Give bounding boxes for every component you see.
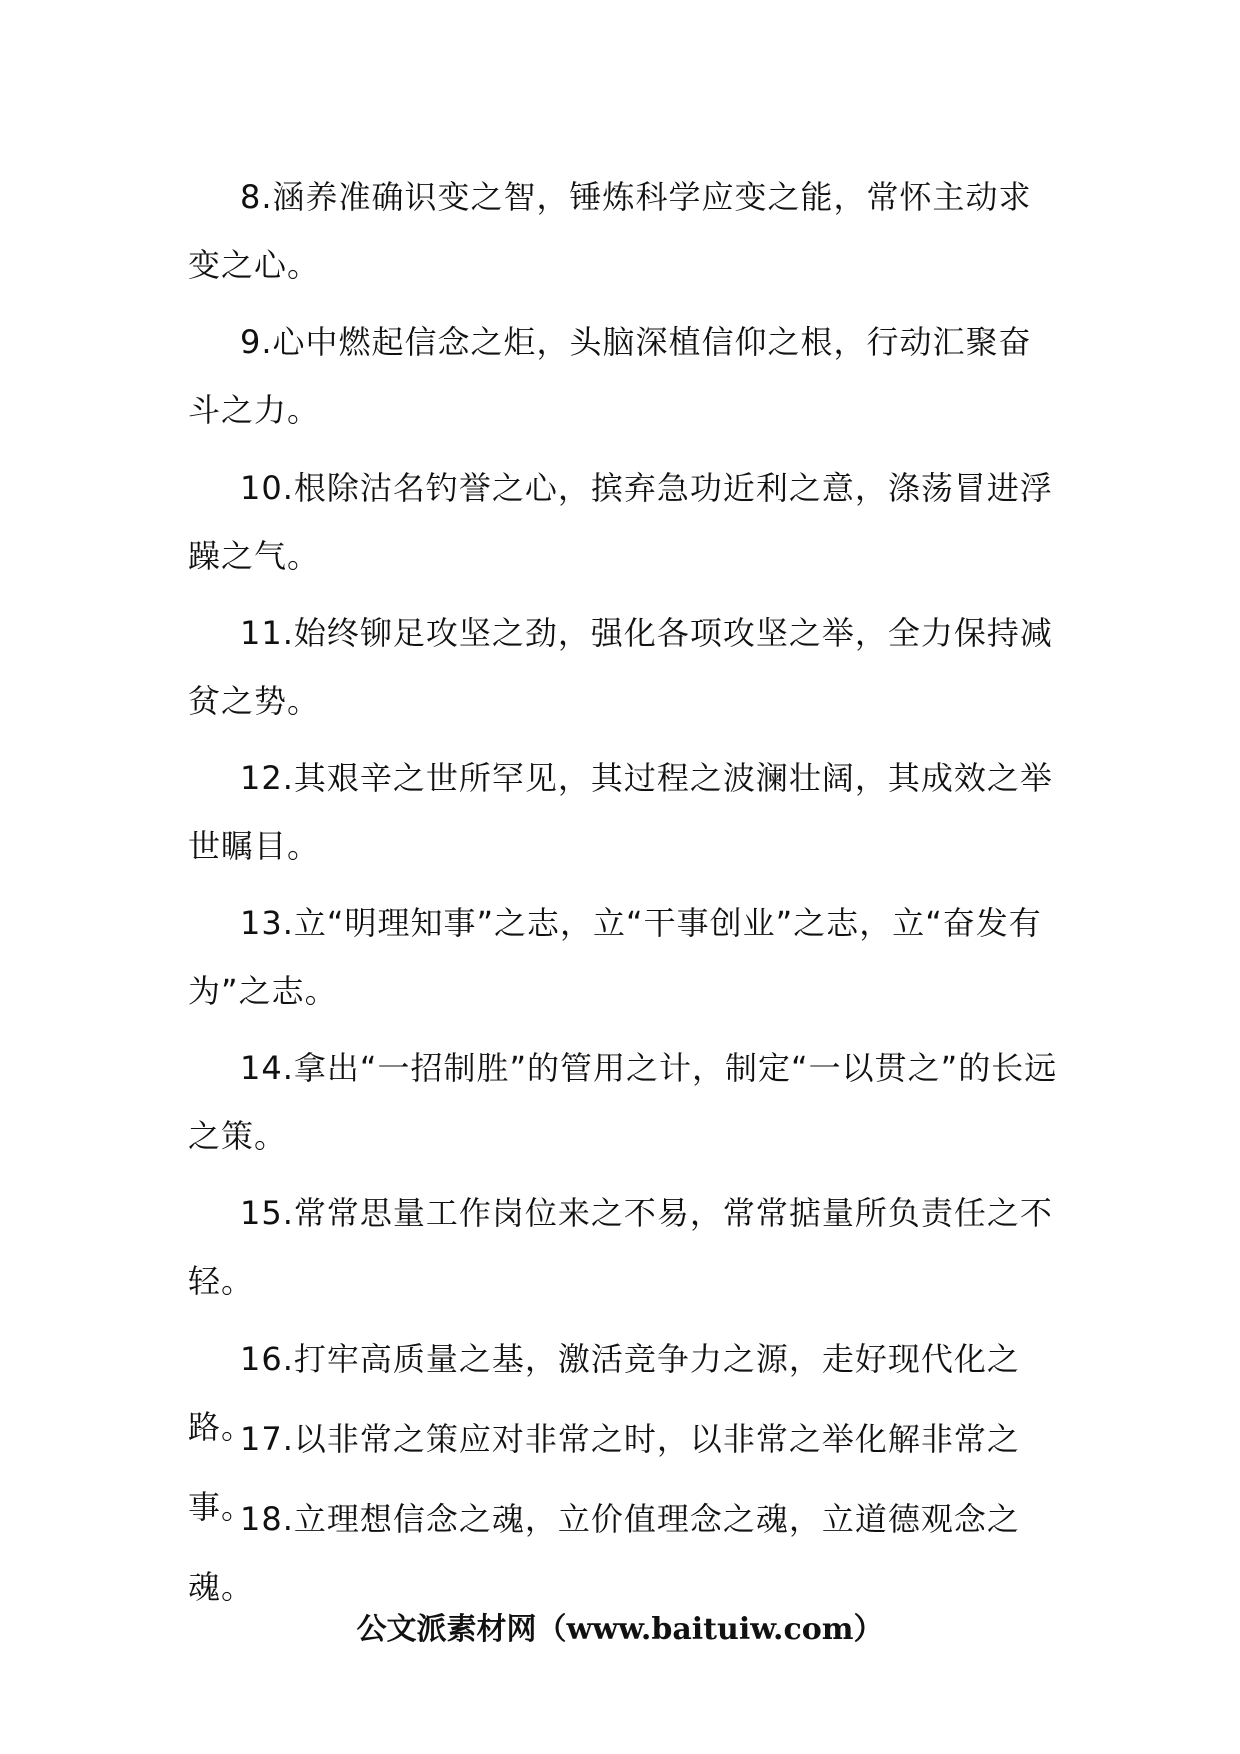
paragraph-item: 17.以非常之策应对非常之时，以非常之举化解非常之事。 xyxy=(188,1420,1020,1526)
footer-source-text: 公文派素材网（www.baituiw.com） xyxy=(356,1612,884,1647)
paragraph-item: 18.立理想信念之魂，立价值理念之魂，立道德观念之魂。 xyxy=(188,1500,1020,1606)
paragraph-item: 15.常常思量工作岗位来之不易，常常掂量所负责任之不轻。 xyxy=(188,1194,1053,1300)
paragraph-item: 8.涵养准确识变之智，锤炼科学应变之能，常怀主动求变之心。 xyxy=(188,178,1032,284)
paragraph-item: 12.其艰辛之世所罕见，其过程之波澜壮阔，其成效之举世瞩目。 xyxy=(188,759,1053,865)
paragraph-item: 14.拿出“一招制胜”的管用之计，制定“一以贯之”的长远之策。 xyxy=(188,1049,1058,1155)
paragraph-item: 9.心中燃起信念之炬，头脑深植信仰之根，行动汇聚奋斗之力。 xyxy=(188,323,1032,429)
paragraph-item: 16.打牢高质量之基，激活竞争力之源，走好现代化之路。 xyxy=(188,1340,1020,1446)
paragraph-item: 11.始终铆足攻坚之劲，强化各项攻坚之举，全力保持减贫之势。 xyxy=(188,614,1053,720)
paragraph-item: 10.根除沽名钓誉之心，摈弃急功近利之意，涤荡冒进浮躁之气。 xyxy=(188,469,1053,575)
paragraph-item: 13.立“明理知事”之志，立“干事创业”之志，立“奋发有为”之志。 xyxy=(188,904,1042,1010)
